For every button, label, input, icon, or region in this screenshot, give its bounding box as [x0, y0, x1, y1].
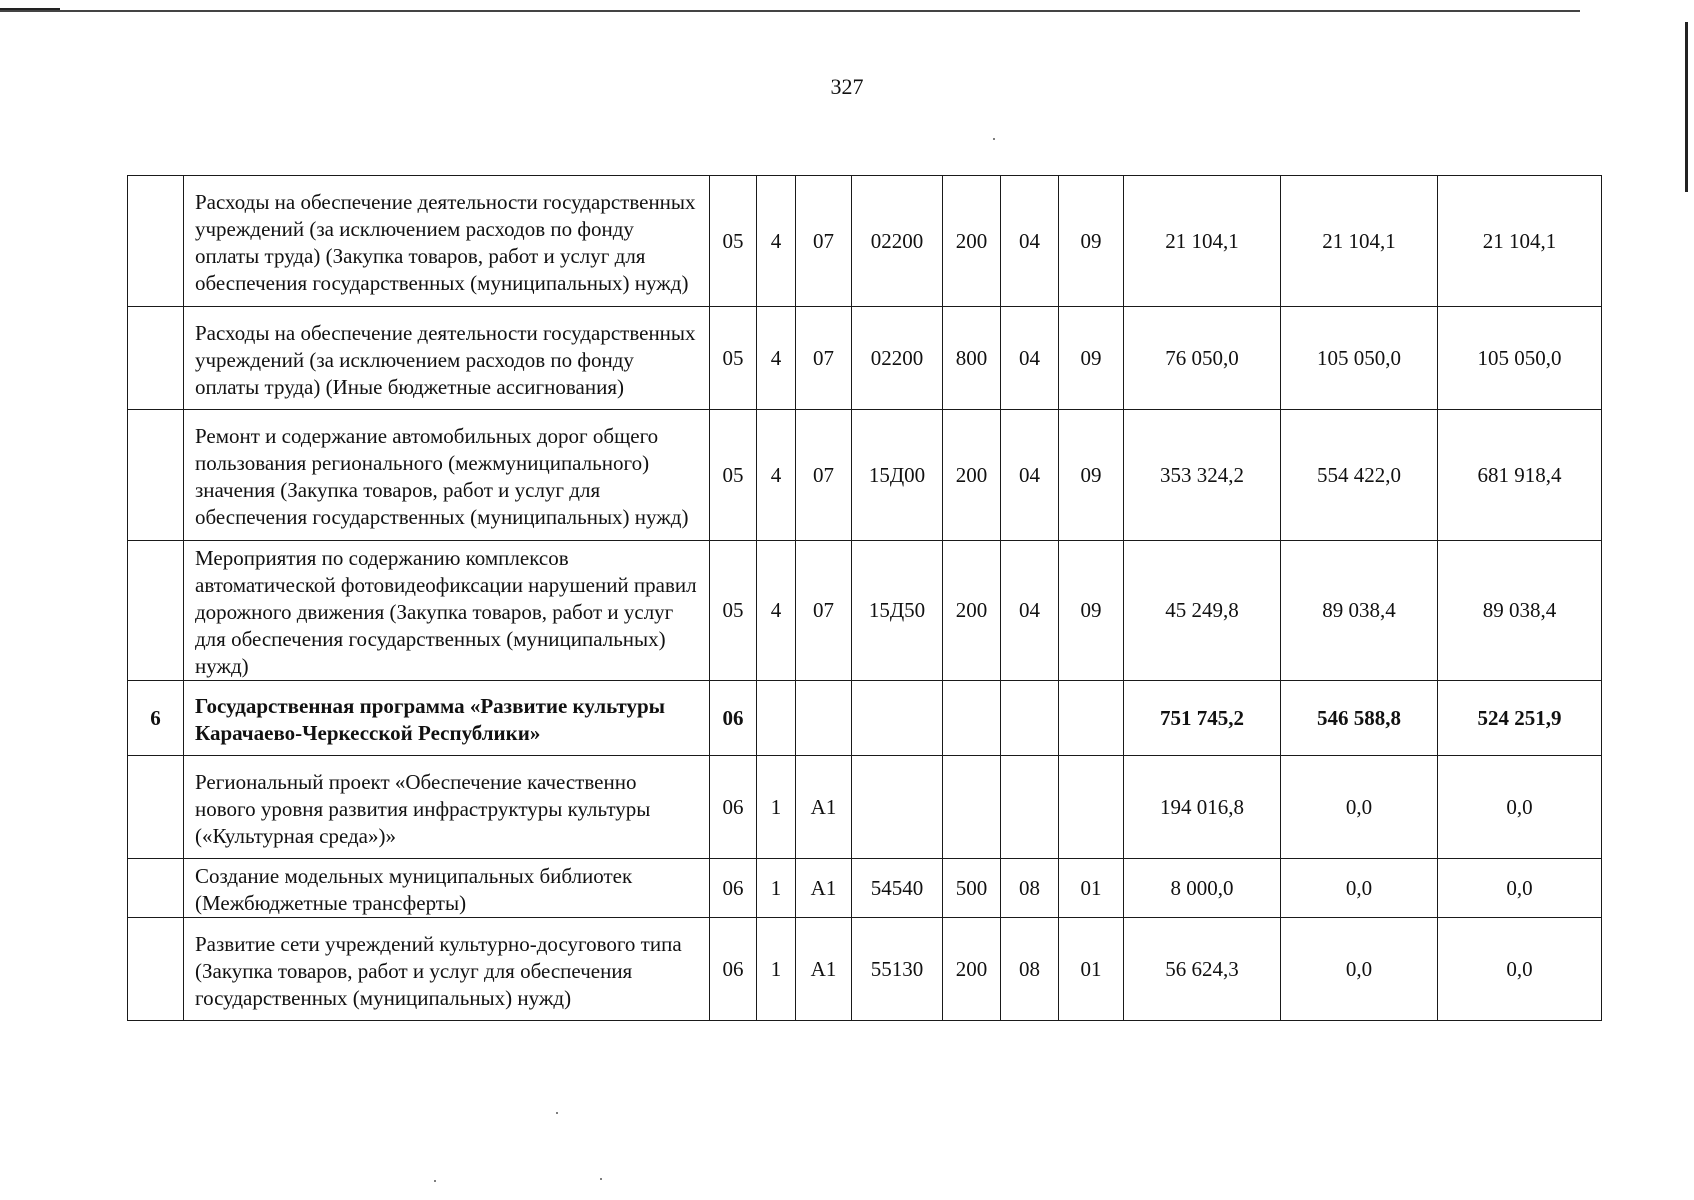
direction-code-cell: 02200	[852, 307, 943, 410]
amount-year-2-cell: 21 104,1	[1281, 176, 1438, 307]
direction-code-cell: 15Д50	[852, 541, 943, 681]
program-code-cell: 05	[710, 176, 757, 307]
description-cell: Государственная программа «Развитие культуры Карачаево-Черкесской Республики»	[184, 681, 710, 756]
direction-code-cell: 54540	[852, 859, 943, 918]
subsection-cell	[1059, 756, 1124, 859]
section-cell	[1001, 681, 1059, 756]
expense-type-cell: 200	[943, 176, 1001, 307]
main-event-code-cell: А1	[796, 918, 852, 1021]
main-event-code-cell: 07	[796, 410, 852, 541]
amount-year-2-cell: 546 588,8	[1281, 681, 1438, 756]
amount-year-1-cell: 8 000,0	[1124, 859, 1281, 918]
budget-table	[127, 175, 1602, 1021]
section-cell: 08	[1001, 918, 1059, 1021]
scan-speck	[434, 1180, 436, 1182]
subprogram-code-cell: 1	[757, 859, 796, 918]
main-event-code-cell: 07	[796, 176, 852, 307]
subsection-cell	[1059, 681, 1124, 756]
program-code-cell: 05	[710, 541, 757, 681]
amount-year-3-cell: 0,0	[1438, 756, 1602, 859]
direction-code-cell: 02200	[852, 176, 943, 307]
amount-year-2-cell: 0,0	[1281, 756, 1438, 859]
amount-year-1-cell: 76 050,0	[1124, 307, 1281, 410]
main-event-code-cell	[796, 681, 852, 756]
table-row	[128, 176, 1602, 307]
program-code-cell: 06	[710, 859, 757, 918]
section-cell	[1001, 756, 1059, 859]
row-number-cell	[128, 918, 184, 1021]
amount-year-1-cell: 56 624,3	[1124, 918, 1281, 1021]
table-row	[128, 681, 1602, 756]
amount-year-1-cell: 194 016,8	[1124, 756, 1281, 859]
amount-year-2-cell: 105 050,0	[1281, 307, 1438, 410]
expense-type-cell	[943, 756, 1001, 859]
main-event-code-cell: 07	[796, 307, 852, 410]
expense-type-cell	[943, 681, 1001, 756]
amount-year-1-cell: 21 104,1	[1124, 176, 1281, 307]
subsection-cell: 09	[1059, 176, 1124, 307]
row-number-cell	[128, 541, 184, 681]
subsection-cell: 09	[1059, 410, 1124, 541]
page-number: 327	[830, 74, 864, 99]
subprogram-code-cell: 1	[757, 918, 796, 1021]
amount-year-3-cell: 0,0	[1438, 918, 1602, 1021]
table-row	[128, 307, 1602, 410]
amount-year-1-cell: 45 249,8	[1124, 541, 1281, 681]
amount-year-1-cell: 353 324,2	[1124, 410, 1281, 541]
table-row	[128, 918, 1602, 1021]
main-event-code-cell: 07	[796, 541, 852, 681]
row-number-cell	[128, 859, 184, 918]
section-cell: 04	[1001, 410, 1059, 541]
scan-speck	[600, 1178, 602, 1180]
description-cell: Региональный проект «Обеспечение качественно нового уровня развития инфраструктуры культуры («Культурная среда»)»	[184, 756, 710, 859]
amount-year-3-cell: 524 251,9	[1438, 681, 1602, 756]
subprogram-code-cell	[757, 681, 796, 756]
subsection-cell: 01	[1059, 918, 1124, 1021]
subprogram-code-cell: 4	[757, 410, 796, 541]
program-code-cell: 06	[710, 756, 757, 859]
main-event-code-cell: А1	[796, 859, 852, 918]
expense-type-cell: 800	[943, 307, 1001, 410]
description-cell: Расходы на обеспечение деятельности государственных учреждений (за исключением расходов по фонду оплаты труда) (Иные бюджетные ассигнования)	[184, 307, 710, 410]
section-cell: 04	[1001, 176, 1059, 307]
amount-year-3-cell: 21 104,1	[1438, 176, 1602, 307]
expense-type-cell: 200	[943, 541, 1001, 681]
row-number-cell	[128, 410, 184, 541]
expense-type-cell: 500	[943, 859, 1001, 918]
amount-year-3-cell: 0,0	[1438, 859, 1602, 918]
subsection-cell: 09	[1059, 541, 1124, 681]
program-code-cell: 06	[710, 681, 757, 756]
expense-type-cell: 200	[943, 410, 1001, 541]
amount-year-2-cell: 89 038,4	[1281, 541, 1438, 681]
subprogram-code-cell: 4	[757, 541, 796, 681]
row-number-cell	[128, 307, 184, 410]
section-cell: 04	[1001, 307, 1059, 410]
program-code-cell: 06	[710, 918, 757, 1021]
program-code-cell: 05	[710, 307, 757, 410]
row-number-cell	[128, 756, 184, 859]
amount-year-3-cell: 89 038,4	[1438, 541, 1602, 681]
description-cell: Развитие сети учреждений культурно-досугового типа (Закупка товаров, работ и услуг для обеспечения государственных (муниципальных) нужд)	[184, 918, 710, 1021]
table-row	[128, 541, 1602, 681]
table-row	[128, 859, 1602, 918]
direction-code-cell: 55130	[852, 918, 943, 1021]
direction-code-cell	[852, 681, 943, 756]
amount-year-3-cell: 681 918,4	[1438, 410, 1602, 541]
description-cell: Создание модельных муниципальных библиотек (Межбюджетные трансферты)	[184, 859, 710, 918]
table-row	[128, 756, 1602, 859]
direction-code-cell	[852, 756, 943, 859]
top-edge-line	[0, 10, 1580, 12]
description-cell: Расходы на обеспечение деятельности государственных учреждений (за исключением расходов по фонду оплаты труда) (Закупка товаров, работ и услуг для обеспечения государственных (муниципальных) нужд)	[184, 176, 710, 307]
subprogram-code-cell: 1	[757, 756, 796, 859]
description-cell: Мероприятия по содержанию комплексов автоматической фотовидеофиксации нарушений правил дорожного движения (Закупка товаров, работ и услуг для обеспечения государственных (муниципальных) нужд)	[184, 541, 710, 681]
scan-speck	[556, 1112, 558, 1114]
amount-year-1-cell: 751 745,2	[1124, 681, 1281, 756]
amount-year-2-cell: 554 422,0	[1281, 410, 1438, 541]
program-code-cell: 05	[710, 410, 757, 541]
subprogram-code-cell: 4	[757, 307, 796, 410]
amount-year-3-cell: 105 050,0	[1438, 307, 1602, 410]
table-row	[128, 410, 1602, 541]
expense-type-cell: 200	[943, 918, 1001, 1021]
right-edge-line	[1685, 22, 1688, 192]
row-number-cell	[128, 176, 184, 307]
direction-code-cell: 15Д00	[852, 410, 943, 541]
row-number-cell: 6	[128, 681, 184, 756]
scan-speck	[993, 138, 995, 140]
section-cell: 08	[1001, 859, 1059, 918]
amount-year-2-cell: 0,0	[1281, 859, 1438, 918]
subprogram-code-cell: 4	[757, 176, 796, 307]
amount-year-2-cell: 0,0	[1281, 918, 1438, 1021]
section-cell: 04	[1001, 541, 1059, 681]
subsection-cell: 09	[1059, 307, 1124, 410]
main-event-code-cell: А1	[796, 756, 852, 859]
description-cell: Ремонт и содержание автомобильных дорог общего пользования регионального (межмуниципального) значения (Закупка товаров, работ и услуг для обеспечения государственных (муниципальных) нужд)	[184, 410, 710, 541]
subsection-cell: 01	[1059, 859, 1124, 918]
